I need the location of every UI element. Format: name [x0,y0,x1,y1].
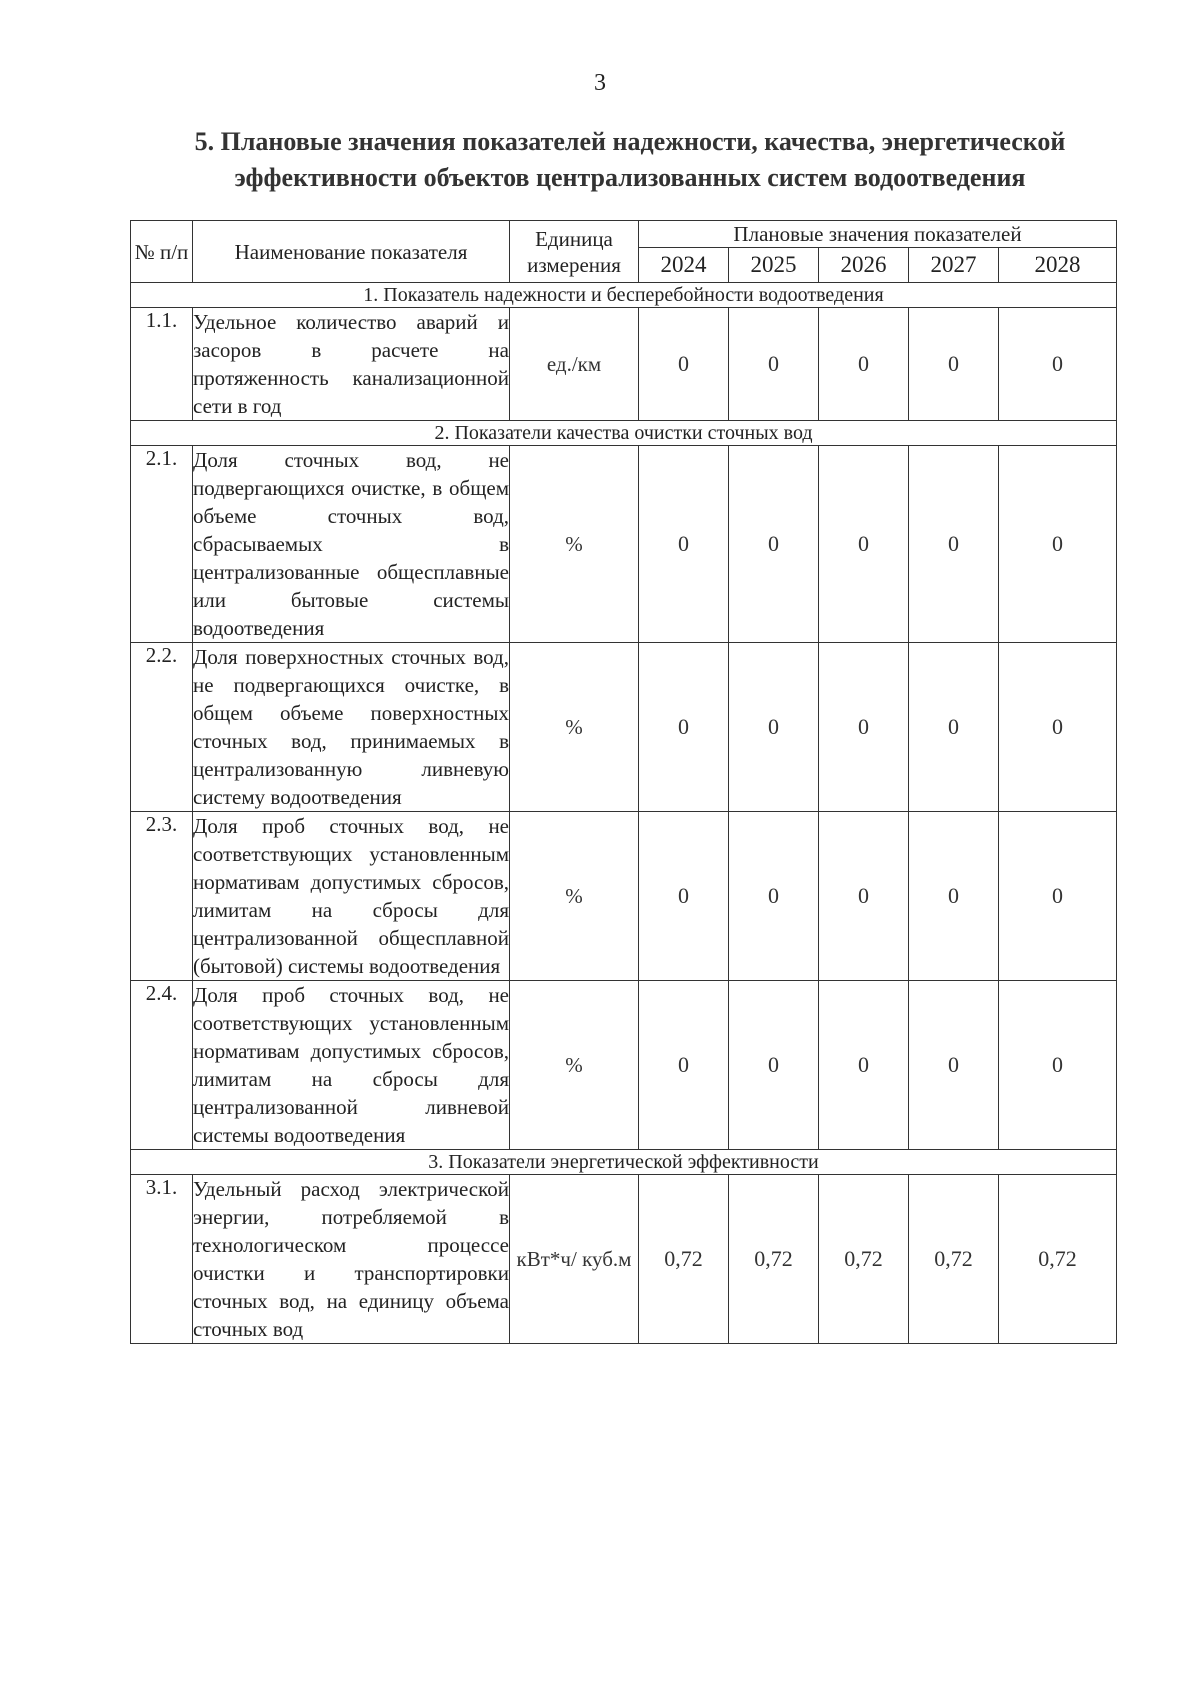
indicator-name: Доля сточных вод, не подвергающихся очистке, в общем объеме сточных вод, сбрасываемых в централизованные общесплавные или бытовые системы водоотведения [193,446,510,643]
plan-value-2025: 0 [729,812,819,981]
table-row [131,1175,1117,1344]
indicators-table [130,220,1117,1344]
unit-of-measure: % [510,981,639,1150]
section-row [131,421,1117,446]
plan-value-2024: 0 [639,446,729,643]
row-number: 3.1. [131,1175,193,1344]
header-year: 2026 [819,248,909,283]
header-num: № п/п [131,221,193,283]
plan-value-2025: 0 [729,643,819,812]
header-year: 2024 [639,248,729,283]
plan-value-2028: 0 [999,308,1117,421]
plan-value-2024: 0 [639,812,729,981]
plan-value-2028: 0 [999,643,1117,812]
plan-value-2024: 0 [639,981,729,1150]
plan-value-2028: 0 [999,812,1117,981]
plan-value-2028: 0 [999,981,1117,1150]
plan-value-2025: 0 [729,446,819,643]
plan-value-2027: 0 [909,446,999,643]
section-title: 3. Показатели энергетической эффективности [131,1150,1117,1175]
section-title: 2. Показатели качества очистки сточных вод [131,421,1117,446]
section-title: 1. Показатель надежности и бесперебойности водоотведения [131,283,1117,308]
indicator-name: Удельный расход электрической энергии, потребляемой в технологическом процессе очистки и транспортировки сточных вод, на единицу объема сточных вод [193,1175,510,1344]
plan-value-2025: 0,72 [729,1175,819,1344]
indicator-name: Удельное количество аварий и засоров в расчете на протяженность канализационной сети в год [193,308,510,421]
row-number: 2.4. [131,981,193,1150]
plan-value-2024: 0 [639,643,729,812]
indicator-name: Доля поверхностных сточных вод, не подвергающихся очистке, в общем объеме поверхностных сточных вод, принимаемых в централизованную ливневую систему водоотведения [193,643,510,812]
section-row [131,283,1117,308]
row-number: 1.1. [131,308,193,421]
table-row [131,643,1117,812]
header-year: 2025 [729,248,819,283]
plan-value-2026: 0,72 [819,1175,909,1344]
plan-value-2026: 0 [819,643,909,812]
header-year: 2028 [999,248,1117,283]
plan-value-2025: 0 [729,981,819,1150]
table-row [131,812,1117,981]
row-number: 2.3. [131,812,193,981]
plan-value-2027: 0 [909,981,999,1150]
plan-value-2026: 0 [819,446,909,643]
unit-of-measure: кВт*ч/ куб.м [510,1175,639,1344]
unit-of-measure: % [510,643,639,812]
plan-value-2028: 0 [999,446,1117,643]
indicator-name: Доля проб сточных вод, не соответствующих установленным нормативам допустимых сбросов, лимитам на сбросы для централизованной общесплавной (бытовой) системы водоотведения [193,812,510,981]
plan-value-2026: 0 [819,308,909,421]
table-row [131,981,1117,1150]
unit-of-measure: ед./км [510,308,639,421]
header-plan-values: Плановые значения показателей [639,221,1117,248]
indicator-name: Доля проб сточных вод, не соответствующих установленным нормативам допустимых сбросов, лимитам на сбросы для централизованной ливневой системы водоотведения [193,981,510,1150]
plan-value-2027: 0,72 [909,1175,999,1344]
plan-value-2026: 0 [819,812,909,981]
plan-value-2027: 0 [909,643,999,812]
unit-of-measure: % [510,812,639,981]
section-row [131,1150,1117,1175]
plan-value-2024: 0,72 [639,1175,729,1344]
table-row [131,446,1117,643]
table-body [131,283,1117,1344]
header-unit: Единица измерения [510,221,639,283]
unit-of-measure: % [510,446,639,643]
header-year: 2027 [909,248,999,283]
plan-value-2027: 0 [909,812,999,981]
plan-value-2025: 0 [729,308,819,421]
plan-value-2024: 0 [639,308,729,421]
page-title: 5. Плановые значения показателей надежности, качества, энергетической эффективности объектов централизованных систем водоотведения [194,127,1066,192]
plan-value-2028: 0,72 [999,1175,1117,1344]
page-number: 3 [594,70,606,96]
row-number: 2.1. [131,446,193,643]
plan-value-2027: 0 [909,308,999,421]
header-name: Наименование показателя [193,221,510,283]
plan-value-2026: 0 [819,981,909,1150]
row-number: 2.2. [131,643,193,812]
table-row [131,308,1117,421]
